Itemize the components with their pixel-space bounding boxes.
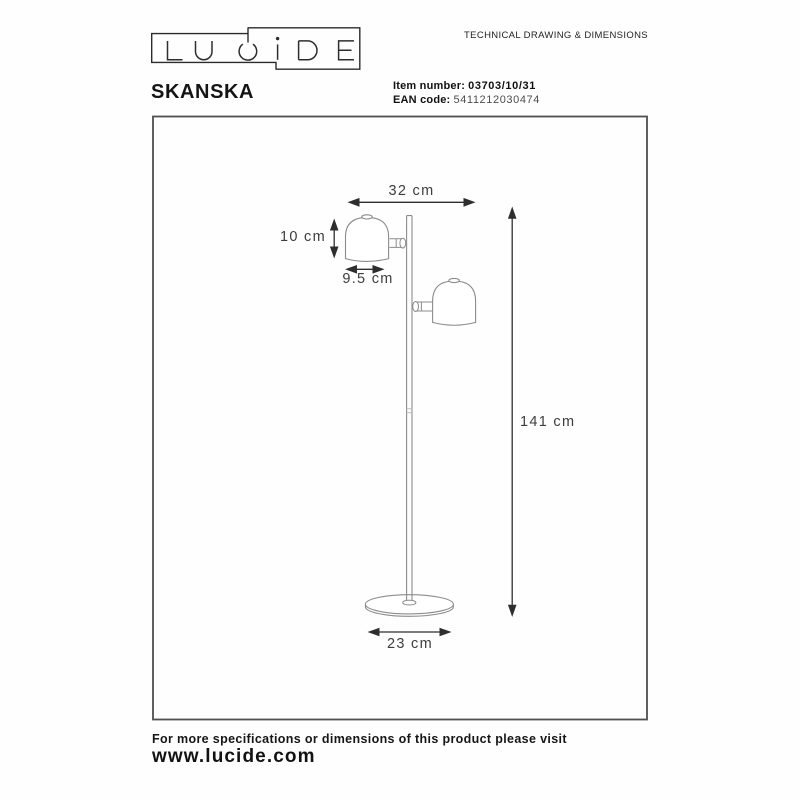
product-name: SKANSKA [151,81,255,103]
dim-label-total-width: 32 cm [388,183,435,199]
dim-label-base-diameter: 23 cm [387,636,433,652]
pole-foot-cap [403,600,416,605]
dimension-arrows [330,198,517,636]
lamp-arm-top [390,238,406,248]
lamp-pole [407,216,412,602]
website-url[interactable]: www.lucide.com [152,746,316,767]
logo-letters [168,37,355,60]
lamp-head-top [346,215,389,262]
dim-arrow-total-width [348,198,476,207]
item-number-label: Item number: [393,80,466,92]
lamp-head-bottom [433,278,476,325]
ean-code-row [393,94,540,108]
dim-label-shade-width: 9.5 cm [342,271,394,287]
product-codes [393,80,540,107]
item-number-value: 03703/10/31 [468,80,536,92]
item-number-row [393,80,540,94]
dim-label-total-height: 141 cm [520,414,576,430]
doc-title: TECHNICAL DRAWING & DIMENSIONS [464,30,648,41]
dim-arrow-total-height [508,207,517,618]
logo-frame-left [152,28,276,69]
dim-label-shade-height: 10 cm [280,229,326,245]
footer-note: For more specifications or dimensions of this product please visit [152,732,567,746]
dim-arrow-base-diameter [368,628,452,637]
dim-arrow-shade-height [330,219,339,259]
lamp-arm-bottom [413,302,433,312]
lucide-logo [151,26,363,73]
lamp-base [365,595,453,617]
ean-code-label: EAN code: [393,93,451,106]
ean-code-value: 5411212030474 [453,93,540,106]
pole-joint [407,409,412,413]
